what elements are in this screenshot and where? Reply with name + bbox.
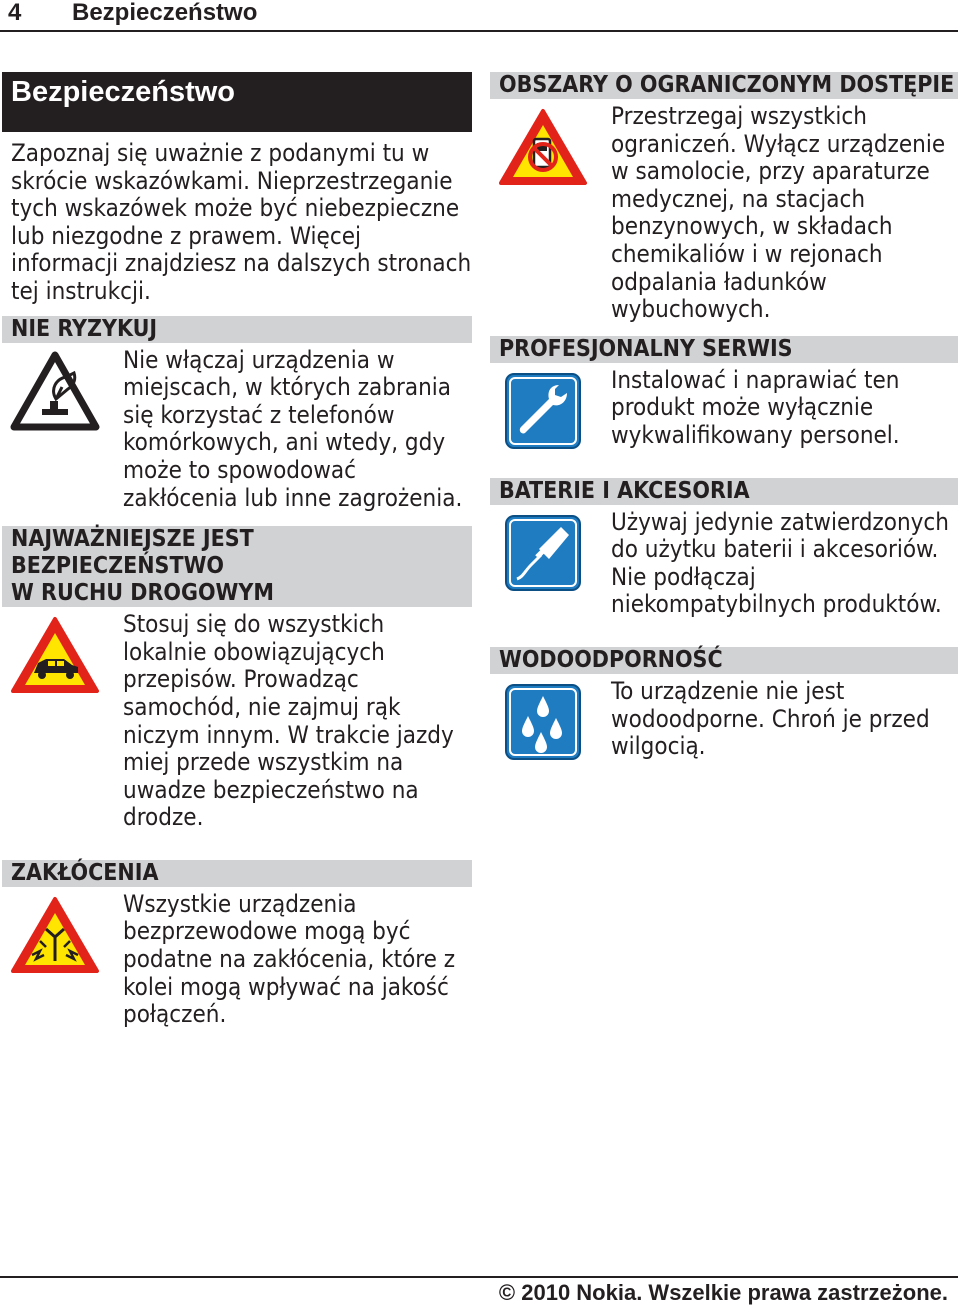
section-text: Stosuj się do wszystkich lokalnie obowiązujących przepisów. Prowadząc samochód, nie zajmuj rąk niczym innym. W trakcie jazdy miej przede wszystkim na uwadze bezpieczeństwo na drodze. — [123, 610, 454, 832]
section-ruch-drogowy — [2, 526, 472, 832]
section-heading — [2, 526, 472, 607]
no-phone-icon — [498, 107, 588, 187]
section-baterie — [490, 478, 958, 619]
footer-rule — [0, 1276, 958, 1278]
intro-paragraph: Zapoznaj się uważnie z podanymi tu w skrócie wskazówkami. Nieprzestrzeganie tych wskazówek może być niebezpieczne lub niezgodne z prawem. Więcej informacji znajdziesz na dalszych stronach tej instrukcji. — [11, 139, 472, 305]
chapter-title: Bezpieczeństwo — [2, 72, 472, 132]
page-header — [0, 0, 958, 32]
section-heading: OBSZARY O OGRANICZONYM DOSTĘPIE — [490, 72, 958, 99]
section-wodoodpornosc — [490, 647, 958, 761]
section-text: Używaj jedynie zatwierdzonych do użytku baterii i akcesoriów. Nie podłączaj niekompatybilnych produktów. — [611, 507, 949, 619]
plug-icon — [498, 513, 588, 593]
section-text: Instalować i naprawiać ten produkt może wyłącznie wykwalifikowany personel. — [611, 365, 900, 449]
section-nie-ryzykuj — [2, 316, 472, 513]
left-column — [2, 72, 472, 1029]
wrench-icon — [498, 371, 588, 451]
section-heading: WODOODPORNOŚĆ — [490, 647, 958, 674]
section-heading: BATERIE I AKCESORIA — [490, 478, 958, 505]
copyright-footer: © 2010 Nokia. Wszelkie prawa zastrzeżone. — [498, 1280, 948, 1305]
section-text: Nie włączaj urządzenia w miejscach, w których zabrania się korzystać z telefonów komórkowych, ani wtedy, gdy może to spowodować zakłócenia lub inne zagrożenia. — [123, 345, 463, 512]
section-zaklocenia — [2, 860, 472, 1029]
section-heading-line1: NAJWAŻNIEJSZE JEST BEZPIECZEŃSTWO — [11, 526, 254, 580]
hand-switch-warning-icon — [10, 349, 100, 433]
section-heading: ZAKŁÓCENIA — [2, 860, 472, 887]
car-warning-icon — [10, 615, 100, 695]
section-obszary — [490, 72, 958, 324]
interference-warning-icon — [10, 895, 100, 975]
section-heading: NIE RYZYKUJ — [2, 316, 472, 343]
page-number: 4 — [8, 0, 22, 26]
right-column — [490, 72, 958, 761]
water-drops-icon — [498, 682, 588, 762]
section-heading: PROFESJONALNY SERWIS — [490, 336, 958, 363]
running-title: Bezpieczeństwo — [72, 0, 258, 26]
section-serwis — [490, 336, 958, 450]
section-heading-line2: W RUCHU DROGOWYM — [11, 580, 274, 607]
section-text: Przestrzegaj wszystkich ograniczeń. Wyłącz urządzenie w samolocie, przy aparaturze medycznej, na stacjach benzynowych, w składach chemikaliów i w rejonach odpalania ładunków wybuchowych. — [611, 102, 946, 324]
section-text: Wszystkie urządzenia bezprzewodowe mogą być podatne na zakłócenia, które z kolei mogą wpływać na jakość połączeń. — [123, 889, 456, 1029]
section-text: To urządzenie nie jest wodoodporne. Chroń je przed wilgocią. — [611, 676, 930, 761]
